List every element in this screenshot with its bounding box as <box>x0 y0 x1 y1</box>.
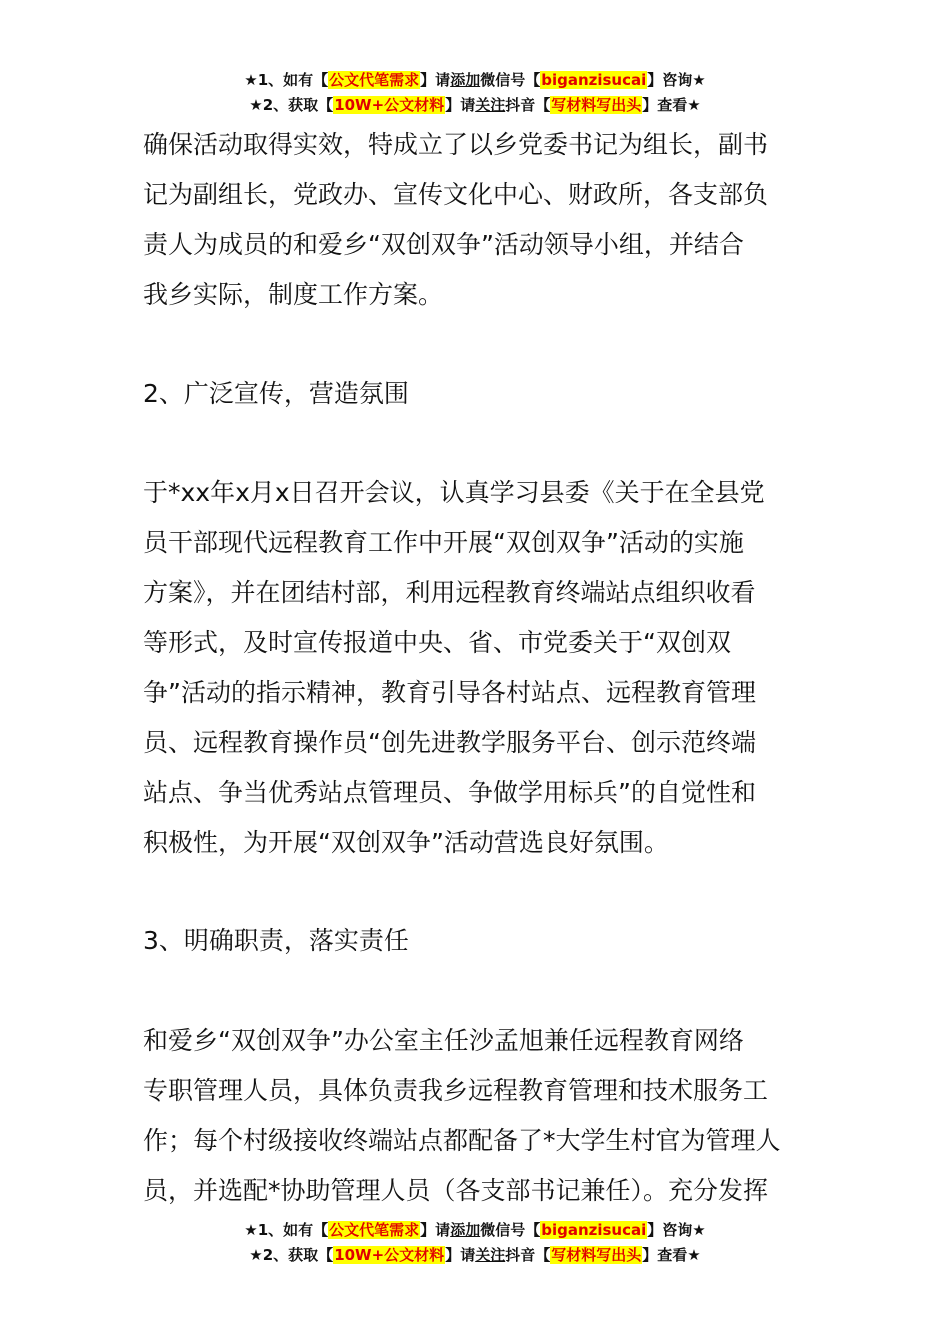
text-line: 作；每个村级接收终端站点都配备了*大学生村官为管理人 <box>143 1126 781 1155</box>
heading-text: 2、广泛宣传，营造氛围 <box>143 379 409 408</box>
banner-text: 】请 <box>445 96 476 114</box>
banner-text: 】请 <box>420 71 451 89</box>
paragraph-1 <box>143 120 823 320</box>
banner-text: 抖音【 <box>505 96 551 114</box>
banner-underlined-text: 关注 <box>475 96 506 114</box>
banner-text: 微信号【 <box>480 71 541 89</box>
text-line: 专职管理人员，具体负责我乡远程教育管理和技术服务工 <box>143 1076 769 1105</box>
banner-text: 】查看★ <box>642 1246 701 1264</box>
highlight-ghostwriting: 公文代笔需求 <box>329 1221 420 1239</box>
text-line: 员，并选配*协助管理人员（各支部书记兼任）。充分发挥 <box>143 1176 769 1205</box>
section-heading-2 <box>143 369 823 419</box>
text-line: 记为副组长，党政办、宣传文化中心、财政所，各支部负 <box>143 180 769 209</box>
text-line: 积极性，为开展“双创双争”活动营选良好氛围。 <box>143 828 669 857</box>
text-line: 确保活动取得实效，特成立了以乡党委书记为组长，副书 <box>143 130 769 159</box>
highlight-douyin-id: 写材料写出头 <box>551 96 642 114</box>
banner-underlined-text: 添加 <box>450 1221 481 1239</box>
banner-line-1 <box>0 1218 950 1243</box>
text-line: 和爱乡“双创双争”办公室主任沙孟旭兼任远程教育网络 <box>143 1026 744 1055</box>
banner-text: ★1、如有【 <box>244 71 329 89</box>
banner-underlined-text: 关注 <box>475 1246 506 1264</box>
banner-text: ★2、获取【 <box>249 96 334 114</box>
text-line: 等形式，及时宣传报道中央、省、市党委关于“双创双 <box>143 628 731 657</box>
banner-text: 】请 <box>420 1221 451 1239</box>
banner-line-2 <box>0 93 950 118</box>
text-line: 我乡实际，制度工作方案。 <box>143 280 444 309</box>
text-line: 站点、争当优秀站点管理员、争做学用标兵”的自觉性和 <box>143 778 756 807</box>
text-line: 员干部现代远程教育工作中开展“双创双争”活动的实施 <box>143 528 744 557</box>
footer-banner <box>0 1218 950 1268</box>
text-line: 于*xx年x月x日召开会议，认真学习县委《关于在全县党 <box>143 478 765 507</box>
text-line: 责人为成员的和爱乡“双创双争”活动领导小组，并结合 <box>143 230 744 259</box>
banner-text: ★2、获取【 <box>249 1246 334 1264</box>
banner-line-2 <box>0 1243 950 1268</box>
banner-text: 抖音【 <box>505 1246 551 1264</box>
highlight-materials: 10W+公文材料 <box>334 1246 445 1264</box>
paragraph-2 <box>143 468 823 868</box>
highlight-ghostwriting: 公文代笔需求 <box>329 71 420 89</box>
paragraph-3 <box>143 1016 823 1216</box>
text-line: 争”活动的指示精神，教育引导各村站点、远程教育管理 <box>143 678 756 707</box>
header-banner <box>0 68 950 118</box>
heading-text: 3、明确职责，落实责任 <box>143 926 409 955</box>
highlight-wechat-id: biganzisucai <box>541 71 647 89</box>
banner-underlined-text: 添加 <box>450 71 481 89</box>
highlight-wechat-id: biganzisucai <box>541 1221 647 1239</box>
text-line: 员、远程教育操作员“创先进教学服务平台、创示范终端 <box>143 728 756 757</box>
banner-text: 】请 <box>445 1246 476 1264</box>
section-heading-3 <box>143 916 823 966</box>
banner-text: 微信号【 <box>480 1221 541 1239</box>
text-line: 方案》，并在团结村部，利用远程教育终端站点组织收看 <box>143 578 756 607</box>
banner-text: 】查看★ <box>642 96 701 114</box>
highlight-materials: 10W+公文材料 <box>334 96 445 114</box>
highlight-douyin-id: 写材料写出头 <box>551 1246 642 1264</box>
banner-text: ★1、如有【 <box>244 1221 329 1239</box>
banner-line-1 <box>0 68 950 93</box>
banner-text: 】咨询★ <box>647 71 706 89</box>
banner-text: 】咨询★ <box>647 1221 706 1239</box>
